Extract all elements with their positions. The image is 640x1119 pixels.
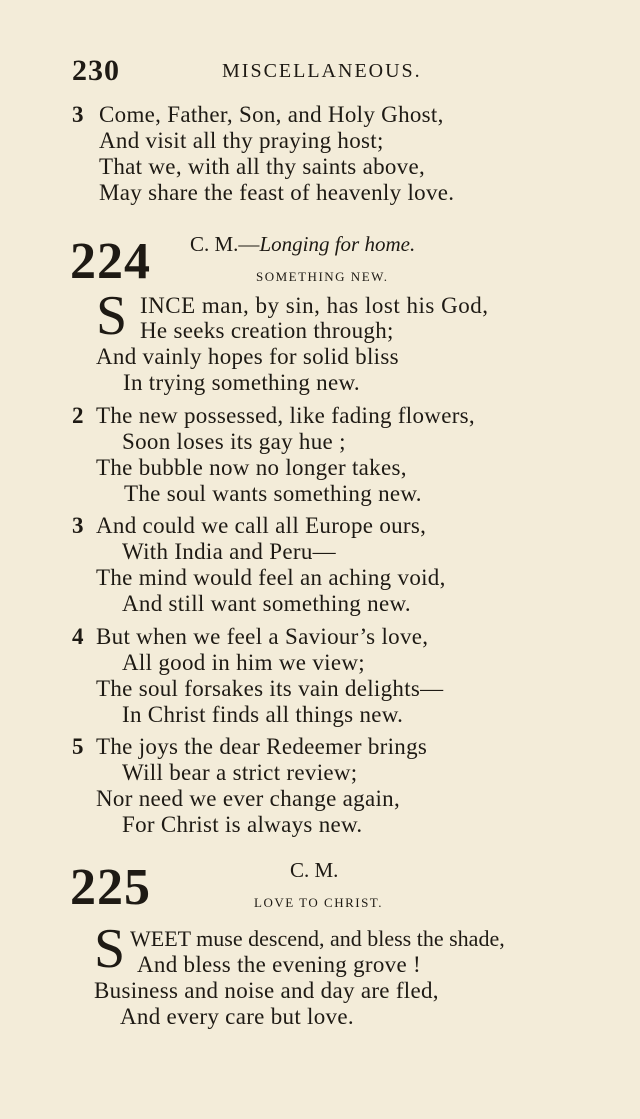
verse-number: 3	[72, 513, 84, 538]
verse-line: Soon loses its gay hue ;	[122, 429, 346, 454]
verse-line: With India and Peru—	[122, 539, 336, 564]
verse-line: And could we call all Europe ours,	[96, 513, 427, 538]
page-number: 230	[72, 54, 120, 87]
verse-number: 4	[72, 624, 84, 649]
verse-line: The joys the dear Redeemer brings	[96, 734, 428, 759]
verse-line: The mind would feel an aching void,	[96, 565, 446, 590]
drop-cap: S	[96, 285, 128, 347]
hymn-number: 224	[70, 233, 151, 290]
hymn-title: Longing for home.	[259, 232, 416, 256]
verse-number: 5	[72, 734, 84, 759]
hymn-topic: LOVE TO CHRIST.	[254, 895, 384, 910]
verse-number: 2	[72, 403, 84, 428]
verse-line: That we, with all thy saints above,	[99, 154, 426, 179]
verse-line: All good in him we view;	[122, 650, 365, 675]
verse-line: And bless the evening grove !	[137, 952, 421, 977]
verse-line: The soul forsakes its vain delights—	[96, 676, 444, 701]
verse-line: The new possessed, like fading flowers,	[96, 403, 475, 428]
verse-line: WEET muse descend, and bless the shade,	[130, 926, 505, 951]
hymn-meter	[190, 232, 415, 257]
verse-line: The soul wants something new.	[124, 481, 422, 506]
verse-line: In trying something new.	[123, 370, 360, 395]
verse-line: And every care but love.	[120, 1004, 354, 1029]
verse-line: And still want something new.	[122, 591, 411, 616]
meter-text: C. M.—	[190, 232, 260, 256]
verse-line: And visit all thy praying host;	[99, 128, 384, 153]
verse-line: Nor need we ever change again,	[96, 786, 401, 811]
hymn-number: 225	[70, 859, 151, 916]
verse-line: Come, Father, Son, and Holy Ghost,	[99, 102, 444, 127]
hymn-topic: SOMETHING NEW.	[256, 269, 389, 284]
verse-line: And vainly hopes for solid bliss	[96, 344, 399, 369]
drop-cap: S	[94, 918, 126, 980]
hymn-meter: C. M.	[290, 858, 339, 882]
running-title: MISCELLANEOUS.	[222, 60, 422, 82]
verse-line: Business and noise and day are fled,	[94, 978, 439, 1003]
verse-line: But when we feel a Saviour’s love,	[96, 624, 429, 649]
page-header	[72, 54, 580, 90]
verse-line: The bubble now no longer takes,	[96, 455, 407, 480]
verse-number: 3	[72, 102, 84, 127]
verse-line: For Christ is always new.	[122, 812, 363, 837]
verse-line: He seeks creation through;	[140, 318, 394, 343]
verse-line: In Christ finds all things new.	[122, 702, 404, 727]
verse-line: May share the feast of heavenly love.	[99, 180, 455, 205]
verse-line: Will bear a strict review;	[122, 760, 358, 785]
verse-line: INCE man, by sin, has lost his God,	[140, 293, 489, 318]
